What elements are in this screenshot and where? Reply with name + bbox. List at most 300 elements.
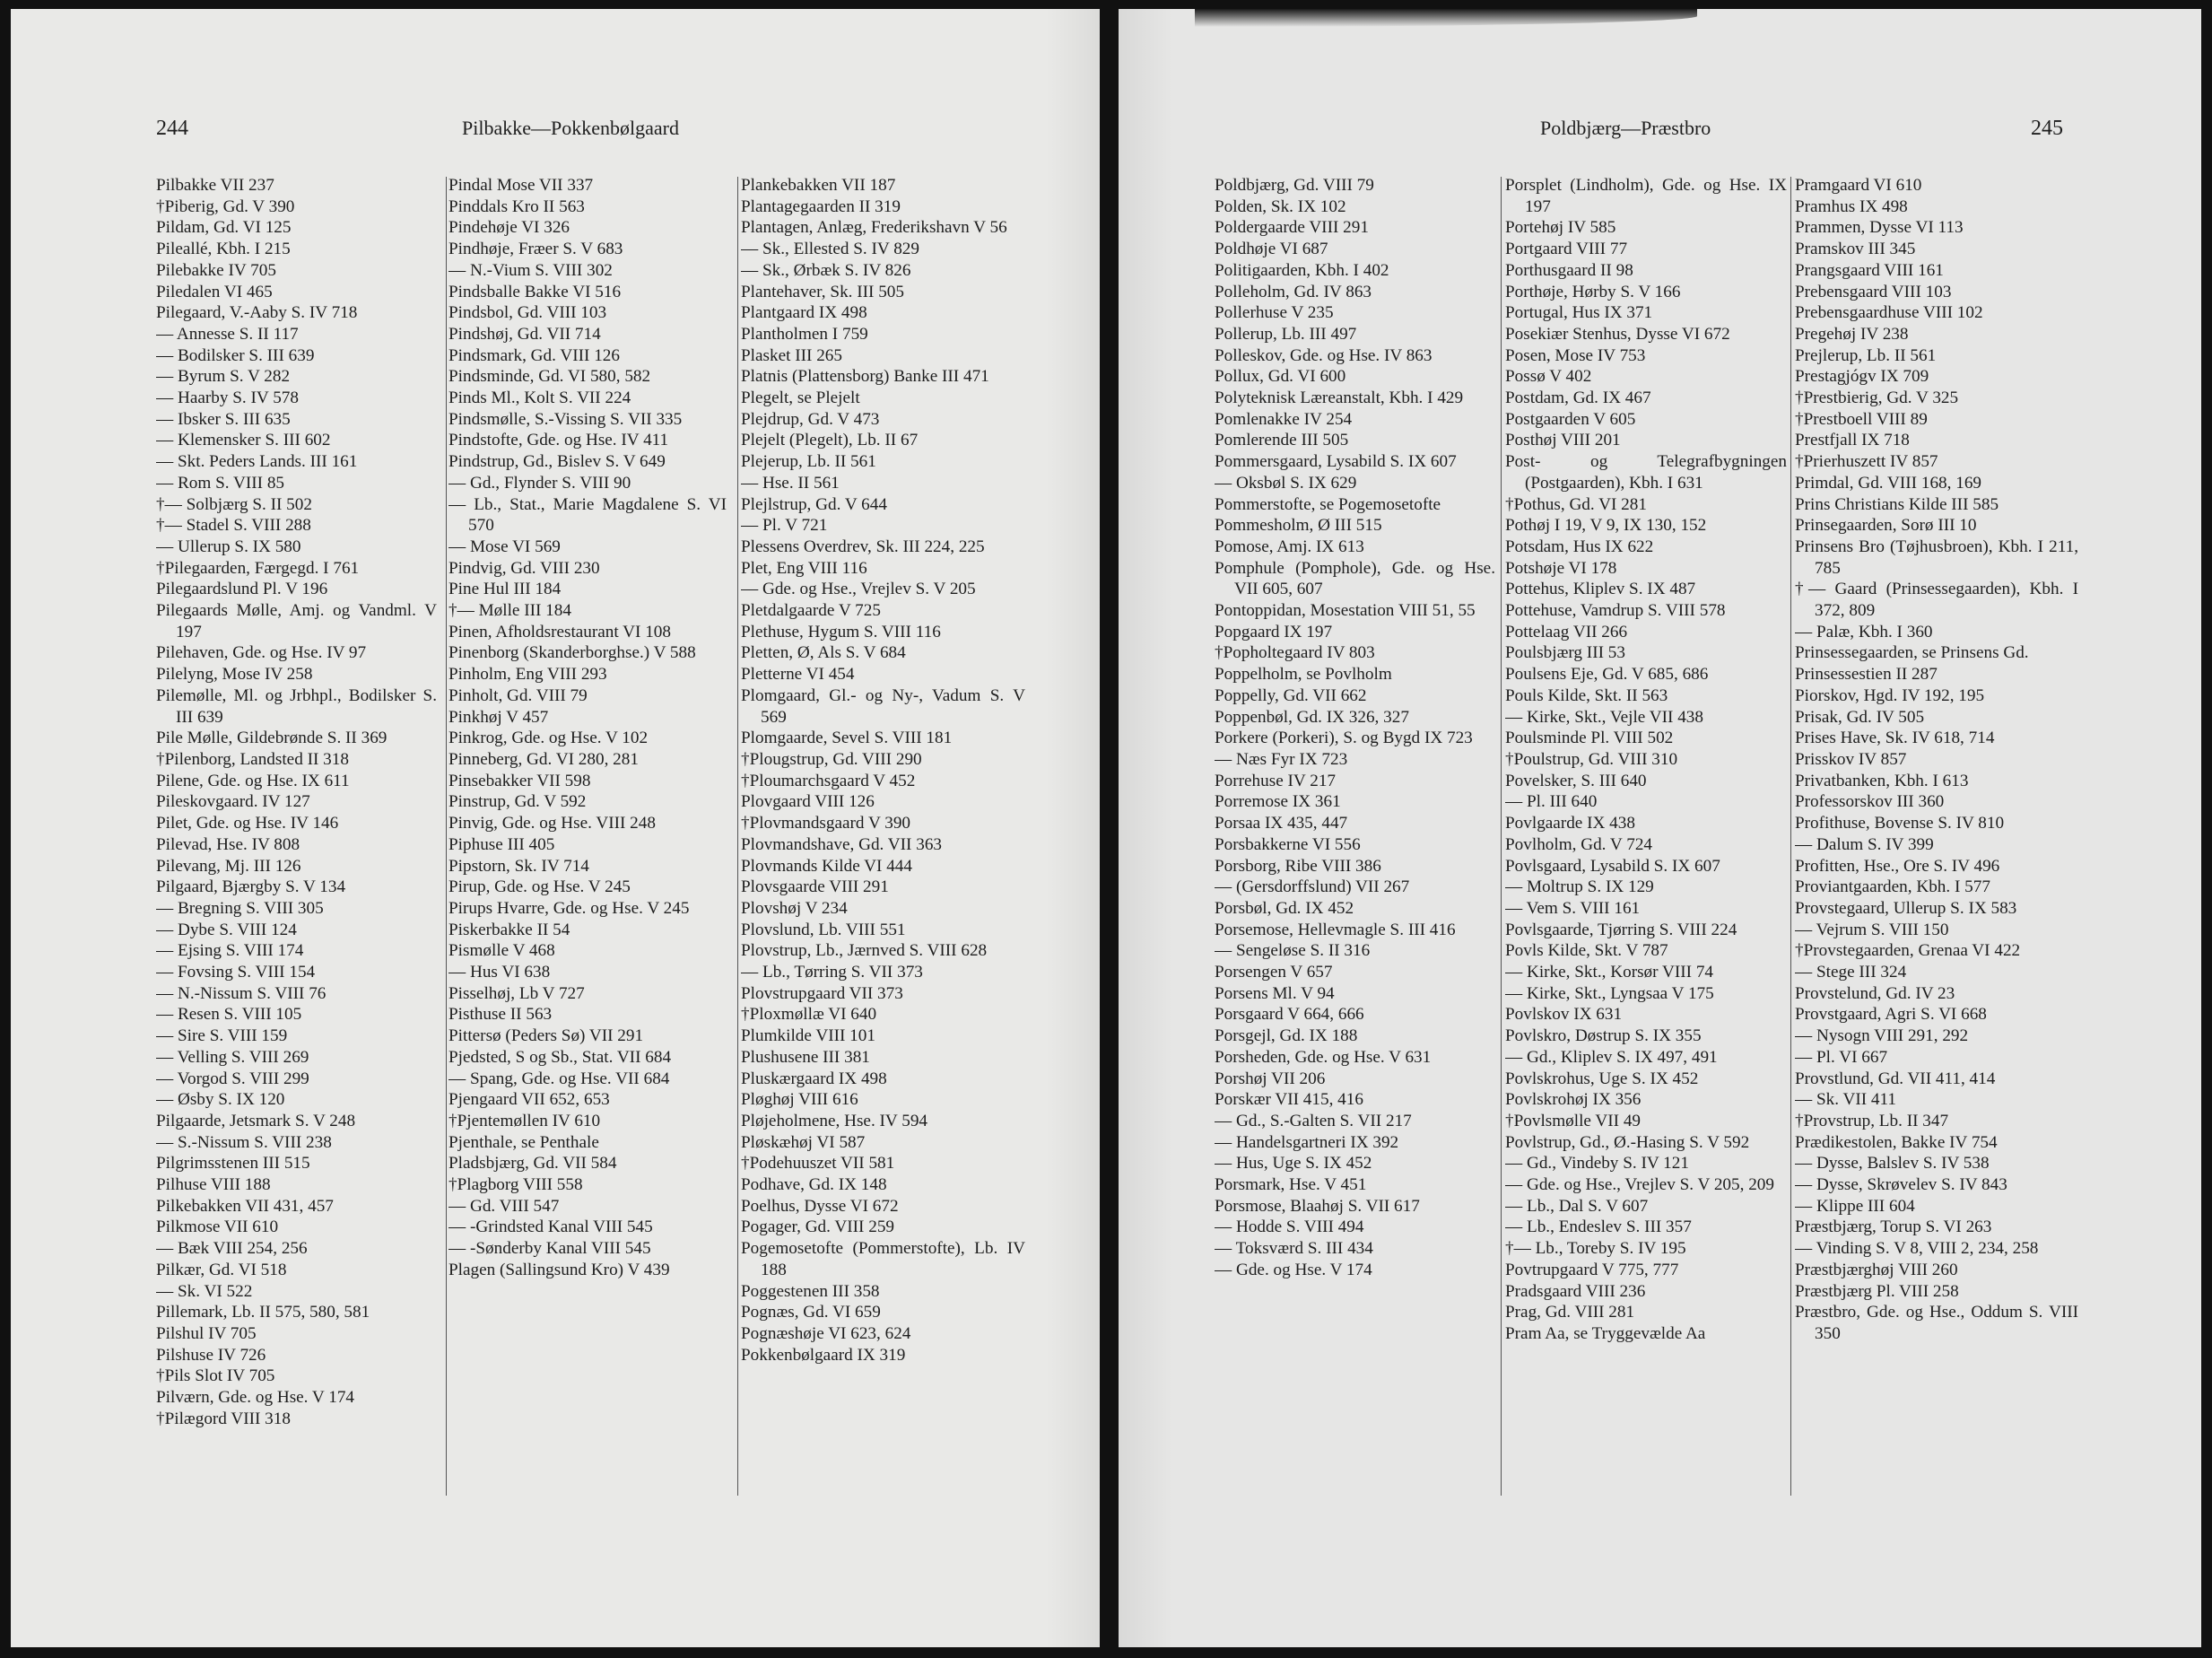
index-entry: Pottelaag VII 266	[1505, 622, 1628, 641]
index-entry: Porsheden, Gde. og Hse. V 631	[1215, 1047, 1432, 1067]
index-entry: Pinneberg, Gd. VI 280, 281	[448, 749, 639, 769]
index-entry: Poppenbøl, Gd. IX 326, 327	[1215, 707, 1409, 727]
index-entry: — Pl. VI 667	[1795, 1047, 1888, 1067]
index-entry: — Spang, Gde. og Hse. VII 684	[448, 1069, 670, 1088]
index-entry: Pløskæhøj VI 587	[741, 1132, 866, 1152]
index-entry: Poulsbjærg III 53	[1505, 643, 1625, 663]
index-entry: Pouls Kilde, Skt. II 563	[1505, 685, 1668, 705]
index-entry: Porskær VII 415, 416	[1215, 1090, 1363, 1110]
index-entry: Poldhøje VI 687	[1215, 240, 1328, 259]
index-entry: Poulsminde Pl. VIII 502	[1505, 729, 1674, 748]
index-entry: — Toksværd S. III 434	[1215, 1239, 1373, 1259]
index-entry: Plomgaard, Gl.- og Ny-, Vadum S. V 569	[741, 685, 1025, 727]
index-entry: — Gd. VIII 547	[448, 1196, 560, 1216]
index-entry: — Gd., Flynder S. VIII 90	[448, 473, 631, 493]
index-entry: Porsemose, Hellevmagle S. III 416	[1215, 920, 1456, 939]
index-entry: Plovstrupgaard VII 373	[741, 983, 903, 1003]
index-entry: — Ejsing S. VIII 174	[156, 941, 304, 961]
index-entry: Prinsessestien II 287	[1795, 665, 1938, 685]
index-entry: Povlgaarde IX 438	[1505, 814, 1635, 833]
index-entry: Plovshøj V 234	[741, 898, 848, 918]
index-entry: Pramhus IX 498	[1795, 196, 1908, 216]
index-entry: Pinholm, Eng VIII 293	[448, 665, 607, 685]
index-entry: Prinsegaarden, Sorø III 10	[1795, 516, 1977, 536]
index-entry: Poppelholm, se Povlholm	[1215, 665, 1392, 685]
index-entry: Prædikestolen, Bakke IV 754	[1795, 1132, 1998, 1152]
index-entry: Pluskærgaard IX 498	[741, 1069, 887, 1088]
index-entry: — Resen S. VIII 105	[156, 1005, 302, 1025]
right-column-1	[1215, 175, 1495, 1281]
index-entry: Pilene, Gde. og Hse. IX 611	[156, 771, 350, 790]
index-entry: Porsmose, Blaahøj S. VII 617	[1215, 1196, 1420, 1216]
index-entry: Pjedsted, S og Sb., Stat. VII 684	[448, 1047, 672, 1067]
index-entry: Pinkhøj V 457	[448, 707, 549, 727]
index-entry: Pinen, Afholdsrestaurant VI 108	[448, 622, 671, 641]
index-entry: — Rom S. VIII 85	[156, 473, 285, 493]
index-entry: Pilehaven, Gde. og Hse. IV 97	[156, 643, 367, 663]
index-entry: Piorskov, Hgd. IV 192, 195	[1795, 685, 1985, 705]
index-entry: †Pilægord VIII 318	[156, 1409, 291, 1428]
index-entry: Pognæs, Gd. VI 659	[741, 1303, 881, 1322]
index-entry: †Plougstrup, Gd. VIII 290	[741, 749, 922, 769]
index-entry: Pilgaard, Bjærgby S. V 134	[156, 877, 346, 897]
index-entry: Porsbøl, Gd. IX 452	[1215, 898, 1354, 918]
index-entry: Porshøj VII 206	[1215, 1069, 1326, 1088]
index-entry: Porsmark, Hse. V 451	[1215, 1175, 1367, 1195]
index-entry: — Hus, Uge S. IX 452	[1215, 1154, 1372, 1174]
index-entry: — Hse. II 561	[741, 473, 840, 493]
index-entry: Pregehøj IV 238	[1795, 324, 1909, 344]
index-entry: Popgaard IX 197	[1215, 622, 1333, 641]
index-entry: Pilkær, Gd. VI 518	[156, 1260, 287, 1279]
index-entry: Polyteknisk Læreanstalt, Kbh. I 429	[1215, 388, 1464, 408]
index-entry: Plantagen, Anlæg, Frederikshavn V 56	[741, 218, 1007, 238]
index-entry: Povelsker, S. III 640	[1505, 771, 1647, 790]
index-entry: Possø V 402	[1505, 367, 1592, 387]
index-entry: Professorskov III 360	[1795, 792, 1945, 812]
index-entry: Proviantgaarden, Kbh. I 577	[1795, 877, 1990, 897]
index-entry: Povlskov IX 631	[1505, 1005, 1623, 1025]
index-entry: — Dybe S. VIII 124	[156, 920, 297, 939]
column-rule	[1790, 177, 1791, 1496]
right-page-number: 245	[2031, 117, 2063, 140]
index-entry: Polleskov, Gde. og Hse. IV 863	[1215, 345, 1433, 365]
index-entry: Pillemark, Lb. II 575, 580, 581	[156, 1303, 370, 1322]
index-entry: Pindshøj, Gd. VII 714	[448, 324, 601, 344]
index-entry: Prestfjall IX 718	[1795, 431, 1910, 450]
index-entry: †— Mølle III 184	[448, 601, 571, 621]
index-entry: †Pilenborg, Landsted II 318	[156, 749, 349, 769]
index-entry: Plagen (Sallingsund Kro) V 439	[448, 1260, 670, 1279]
index-entry: Pilshul IV 705	[156, 1323, 257, 1343]
index-entry: Pisselhøj, Lb V 727	[448, 983, 585, 1003]
right-running-head: Poldbjærg—Præstbro	[1540, 117, 1711, 139]
index-entry: — Sire S. VIII 159	[156, 1026, 288, 1046]
index-entry: Pine Hul III 184	[448, 580, 562, 599]
index-entry: — Sk., Ørbæk S. IV 826	[741, 260, 911, 280]
index-entry: Plovgaard VIII 126	[741, 792, 875, 812]
index-entry: Portgaard VIII 77	[1505, 240, 1628, 259]
index-entry: Pomose, Amj. IX 613	[1215, 537, 1364, 556]
index-entry: Porsplet (Lindholm), Gde. og Hse. IX 197	[1505, 176, 1787, 216]
index-entry: — Sk., Ellested S. IV 829	[741, 240, 919, 259]
right-column-2	[1505, 175, 1787, 1345]
right-column-3	[1795, 175, 2078, 1345]
index-entry: Pisthuse II 563	[448, 1005, 553, 1025]
index-entry: — Gd., Kliplev S. IX 497, 491	[1505, 1047, 1718, 1067]
index-entry: Pomlenakke IV 254	[1215, 409, 1353, 429]
index-entry: Pinds Ml., Kolt S. VII 224	[448, 388, 631, 408]
index-entry: Plet, Eng VIII 116	[741, 558, 867, 578]
index-entry: Pløghøj VIII 616	[741, 1090, 858, 1110]
index-entry: †Podehuuszet VII 581	[741, 1154, 895, 1174]
index-entry: †— Gaard (Prinsessegaarden), Kbh. I 372, 809	[1795, 580, 2078, 621]
index-entry: — Ibsker S. III 635	[156, 409, 291, 429]
index-entry: Prinsens Bro (Tøjhusbroen), Kbh. I 211, 785	[1795, 537, 2078, 578]
index-entry: — Velling S. VIII 269	[156, 1047, 309, 1067]
index-entry: — Oksbøl S. IX 629	[1215, 473, 1357, 493]
index-entry: Pommesholm, Ø III 515	[1215, 516, 1382, 536]
index-entry: Pismølle V 468	[448, 941, 555, 961]
index-entry: Pindsballe Bakke VI 516	[448, 282, 622, 301]
index-entry: Prises Have, Sk. IV 618, 714	[1795, 729, 1995, 748]
index-entry: — Gd., S.-Galten S. VII 217	[1215, 1111, 1412, 1130]
gutter-shadow	[1119, 9, 1172, 1647]
index-entry: Pommersgaard, Lysabild S. IX 607	[1215, 452, 1457, 472]
index-entry: Posthøj VIII 201	[1505, 431, 1621, 450]
index-entry: Piphuse III 405	[448, 834, 555, 854]
index-entry: — Haarby S. IV 578	[156, 388, 299, 408]
index-entry: †Pilegaarden, Færgegd. I 761	[156, 558, 360, 578]
index-entry: — Fovsing S. VIII 154	[156, 963, 316, 982]
index-entry: Pileallé, Kbh. I 215	[156, 240, 291, 259]
index-entry: Prejlerup, Lb. II 561	[1795, 345, 1937, 365]
index-entry: Prebensgaard VIII 103	[1795, 282, 1952, 301]
left-running-head: Pilbakke—Pokkenbølgaard	[462, 117, 679, 139]
index-entry: Piskerbakke II 54	[448, 920, 570, 939]
index-entry: Povls Kilde, Skt. V 787	[1505, 941, 1668, 961]
index-entry: Plegelt, se Plejelt	[741, 388, 860, 408]
index-entry: Potsdam, Hus IX 622	[1505, 537, 1654, 556]
index-entry: Pletterne VI 454	[741, 665, 855, 685]
index-entry: Plantagegaarden II 319	[741, 196, 901, 216]
index-entry: Prins Christians Kilde III 585	[1795, 494, 1999, 514]
index-entry: Plovstrup, Lb., Jærnved S. VIII 628	[741, 941, 988, 961]
index-entry: Pipstorn, Sk. IV 714	[448, 856, 589, 876]
index-entry: — Klemensker S. III 602	[156, 431, 331, 450]
index-entry: Pletdalgaarde V 725	[741, 601, 881, 621]
index-entry: Plumkilde VIII 101	[741, 1026, 875, 1046]
index-entry: Pladsbjærg, Gd. VII 584	[448, 1154, 617, 1174]
index-entry: †Pjentemøllen IV 610	[448, 1111, 601, 1130]
index-entry: Pindehøje VI 326	[448, 218, 570, 238]
index-entry: †Pils Slot IV 705	[156, 1366, 275, 1386]
index-entry: Porsgejl, Gd. IX 188	[1215, 1026, 1358, 1046]
index-entry: Pilgrimsstenen III 515	[156, 1154, 310, 1174]
index-entry: Povlskrohøj IX 356	[1505, 1090, 1642, 1110]
index-entry: †Prestbierig, Gd. V 325	[1795, 388, 1959, 408]
index-entry: Pramgaard VI 610	[1795, 176, 1922, 195]
index-entry: — Handelsgartneri IX 392	[1215, 1132, 1399, 1152]
index-entry: — Dysse, Balslev S. IV 538	[1795, 1154, 1990, 1174]
index-entry: Pokkenbølgaard IX 319	[741, 1345, 906, 1365]
index-entry: Pilevad, Hse. IV 808	[156, 834, 300, 854]
index-entry: Pram Aa, se Tryggevælde Aa	[1505, 1323, 1706, 1343]
index-entry: Plomgaarde, Sevel S. VIII 181	[741, 729, 953, 748]
index-entry: Prisskov IV 857	[1795, 749, 1907, 769]
index-entry: Plovsgaarde VIII 291	[741, 877, 889, 897]
index-entry: — Gde. og Hse., Vrejlev S. V 205, 209	[1505, 1175, 1774, 1195]
index-entry: Portehøj IV 585	[1505, 218, 1616, 238]
index-entry: — N.-Vium S. VIII 302	[448, 260, 613, 280]
column-rule	[446, 177, 447, 1496]
index-entry: Prinsessegaarden, se Prinsens Gd.	[1795, 643, 2029, 663]
index-entry: Pindhøje, Fræer S. V 683	[448, 240, 623, 259]
index-entry: Præstbjærghøj VIII 260	[1795, 1260, 1958, 1279]
index-entry: Pindstofte, Gde. og Hse. IV 411	[448, 431, 669, 450]
index-entry: Povlskro, Døstrup S. IX 355	[1505, 1026, 1702, 1046]
index-entry: Plasket III 265	[741, 345, 842, 365]
index-entry: — Vem S. VIII 161	[1505, 898, 1641, 918]
index-entry: Plovmandshave, Gd. VII 363	[741, 834, 943, 854]
index-entry: Prisak, Gd. IV 505	[1795, 707, 1925, 727]
index-entry: Polden, Sk. IX 102	[1215, 196, 1346, 216]
index-entry: Povtrupgaard V 775, 777	[1505, 1260, 1679, 1279]
index-entry: Pottehus, Kliplev S. IX 487	[1505, 580, 1696, 599]
index-entry: — Hus VI 638	[448, 963, 551, 982]
index-entry: — Øsby S. IX 120	[156, 1090, 285, 1110]
index-entry: †Provstegaarden, Grenaa VI 422	[1795, 941, 2021, 961]
index-entry: Pollerup, Lb. III 497	[1215, 324, 1357, 344]
index-entry: Plessens Overdrev, Sk. III 224, 225	[741, 537, 985, 556]
index-entry: †Piberig, Gd. V 390	[156, 196, 295, 216]
index-entry: Pontoppidan, Mosestation VIII 51, 55	[1215, 601, 1476, 621]
index-entry: Plushusene III 381	[741, 1047, 870, 1067]
index-entry: Pilshuse IV 726	[156, 1345, 266, 1365]
index-entry: — Lb., Endeslev S. III 357	[1505, 1217, 1692, 1237]
index-entry: Plejlstrup, Gd. V 644	[741, 494, 887, 514]
index-entry: — (Gersdorffslund) VII 267	[1215, 877, 1410, 897]
index-entry: — Hodde S. VIII 494	[1215, 1217, 1364, 1237]
page-curl-shadow	[1195, 9, 1697, 27]
index-entry: †— Solbjærg S. II 502	[156, 494, 312, 514]
index-entry: — Klippe III 604	[1795, 1196, 1915, 1216]
index-entry: †Pothus, Gd. VI 281	[1505, 494, 1647, 514]
index-entry: Prebensgaardhuse VIII 102	[1795, 303, 1983, 323]
left-page	[11, 9, 1100, 1647]
index-entry: Post- og Telegrafbygningen (Postgaarden), Kbh. I 631	[1505, 452, 1787, 493]
index-entry: — Mose VI 569	[448, 537, 561, 556]
index-entry: Poldergaarde VIII 291	[1215, 218, 1369, 238]
index-entry: — Pl. III 640	[1505, 792, 1598, 812]
index-entry: †Ploumarchsgaard V 452	[741, 771, 916, 790]
index-entry: Pilelyng, Mose IV 258	[156, 665, 313, 685]
index-entry: †Popholtegaard IV 803	[1215, 643, 1375, 663]
index-entry: Præstbro, Gde. og Hse., Oddum S. VIII 350	[1795, 1303, 2078, 1343]
index-entry: Pile Mølle, Gildebrønde S. II 369	[156, 729, 388, 748]
index-entry: Pjengaard VII 652, 653	[448, 1090, 610, 1110]
index-entry: Pilegaard, V.-Aaby S. IV 718	[156, 303, 358, 323]
index-entry: Pradsgaard VIII 236	[1505, 1281, 1646, 1301]
index-entry: Povlsgaarde, Tjørring S. VIII 224	[1505, 920, 1737, 939]
index-entry: — Skt. Peders Lands. III 161	[156, 452, 358, 472]
index-entry: Povlsgaard, Lysabild S. IX 607	[1505, 856, 1720, 876]
index-entry: Pirup, Gde. og Hse. V 245	[448, 877, 631, 897]
index-entry: Pognæshøje VI 623, 624	[741, 1323, 911, 1343]
index-entry: Pilbakke VII 237	[156, 176, 274, 195]
index-entry: Poggestenen III 358	[741, 1281, 880, 1301]
index-entry: Portugal, Hus IX 371	[1505, 303, 1653, 323]
index-entry: Plovmands Kilde VI 444	[741, 856, 912, 876]
index-entry: Pinstrup, Gd. V 592	[448, 792, 587, 812]
index-entry: †Prestboell VIII 89	[1795, 409, 1928, 429]
index-entry: — Moltrup S. IX 129	[1505, 877, 1654, 897]
index-entry: — Pl. V 721	[741, 516, 828, 536]
index-entry: Pinsebakker VII 598	[448, 771, 591, 790]
index-entry: Plejerup, Lb. II 561	[741, 452, 876, 472]
index-entry: Pindstrup, Gd., Bislev S. V 649	[448, 452, 666, 472]
index-entry: Pildam, Gd. VI 125	[156, 218, 292, 238]
left-column-2	[448, 175, 727, 1281]
index-entry: Pittersø (Peders Sø) VII 291	[448, 1026, 644, 1046]
index-entry: — Gde. og Hse. V 174	[1215, 1260, 1372, 1279]
index-entry: Poldbjærg, Gd. VIII 79	[1215, 176, 1374, 195]
index-entry: Plankebakken VII 187	[741, 176, 896, 195]
index-entry: Pilkebakken VII 431, 457	[156, 1196, 334, 1216]
index-entry: Pindsbol, Gd. VIII 103	[448, 303, 607, 323]
index-entry: Pilebakke IV 705	[156, 260, 276, 280]
index-entry: Plantehaver, Sk. III 505	[741, 282, 904, 301]
index-entry: Porrehuse IV 217	[1215, 771, 1337, 790]
index-entry: Posekiær Stenhus, Dysse VI 672	[1505, 324, 1730, 344]
index-entry: Porsgaard V 664, 666	[1215, 1005, 1364, 1025]
index-entry: — Byrum S. V 282	[156, 367, 291, 387]
index-entry: †Prierhuszett IV 857	[1795, 452, 1938, 472]
index-entry: Pollux, Gd. VI 600	[1215, 367, 1346, 387]
index-entry: Pletten, Ø, Als S. V 684	[741, 643, 906, 663]
index-entry: Porthøje, Hørby S. V 166	[1505, 282, 1681, 301]
index-entry: Porkere (Porkeri), S. og Bygd IX 723	[1215, 729, 1473, 748]
index-entry: — -Grindsted Kanal VIII 545	[448, 1217, 653, 1237]
index-entry: †Povlsmølle VII 49	[1505, 1111, 1642, 1130]
index-entry: Pinddals Kro II 563	[448, 196, 585, 216]
index-entry: — Lb., Stat., Marie Magdalene S. VI 570	[448, 494, 727, 536]
index-entry: †Poulstrup, Gd. VIII 310	[1505, 749, 1678, 769]
index-entry: Piledalen VI 465	[156, 282, 273, 301]
index-entry: †— Lb., Toreby S. IV 195	[1505, 1239, 1686, 1259]
index-entry: Porthusgaard II 98	[1505, 260, 1633, 280]
index-entry: Pirups Hvarre, Gde. og Hse. V 245	[448, 898, 690, 918]
index-entry: †Plagborg VIII 558	[448, 1175, 583, 1195]
index-entry: Pomlerende III 505	[1215, 431, 1349, 450]
index-entry: Postdam, Gd. IX 467	[1505, 388, 1651, 408]
index-entry: †Provstrup, Lb. II 347	[1795, 1111, 1949, 1130]
index-entry: Pløjeholmene, Hse. IV 594	[741, 1111, 928, 1130]
left-column-1	[156, 175, 437, 1429]
index-entry: Plethuse, Hygum S. VIII 116	[741, 622, 941, 641]
index-entry: — Lb., Tørring S. VII 373	[741, 963, 923, 982]
index-entry: Pilevang, Mj. III 126	[156, 856, 301, 876]
index-entry: Pinholt, Gd. VIII 79	[448, 685, 588, 705]
index-entry: Pilet, Gde. og Hse. IV 146	[156, 814, 339, 833]
index-entry: Pilgaarde, Jetsmark S. V 248	[156, 1111, 356, 1130]
index-entry: — S.-Nissum S. VIII 238	[156, 1132, 332, 1152]
index-entry: Pilhuse VIII 188	[156, 1175, 271, 1195]
gutter-shadow	[1046, 9, 1100, 1647]
index-entry: Poelhus, Dysse VI 672	[741, 1196, 899, 1216]
index-entry: Pindsminde, Gd. VI 580, 582	[448, 367, 651, 387]
index-entry: Porsaa IX 435, 447	[1215, 814, 1348, 833]
index-entry: Plejelt (Plegelt), Lb. II 67	[741, 431, 919, 450]
index-entry: Povlskrohus, Uge S. IX 452	[1505, 1069, 1699, 1088]
index-entry: Pommerstofte, se Pogemosetofte	[1215, 494, 1441, 514]
index-entry: Provstegaard, Ullerup S. IX 583	[1795, 898, 2017, 918]
index-entry: Polleholm, Gd. IV 863	[1215, 282, 1372, 301]
index-entry: Provstgaard, Agri S. VI 668	[1795, 1005, 1987, 1025]
index-entry: — -Sønderby Kanal VIII 545	[448, 1239, 651, 1259]
index-entry: Primdal, Gd. VIII 168, 169	[1795, 473, 1982, 493]
index-entry: — Kirke, Skt., Korsør VIII 74	[1505, 963, 1714, 982]
index-entry: Præstbjærg, Torup S. VI 263	[1795, 1217, 1992, 1237]
index-entry: Pindsmølle, S.-Vissing S. VII 335	[448, 409, 683, 429]
index-entry: — Palæ, Kbh. I 360	[1795, 622, 1933, 641]
column-rule	[737, 177, 738, 1496]
index-entry: Povlholm, Gd. V 724	[1505, 834, 1653, 854]
index-entry: Pothøj I 19, V 9, IX 130, 152	[1505, 516, 1707, 536]
index-entry: Plejdrup, Gd. V 473	[741, 409, 880, 429]
index-entry: Prangsgaard VIII 161	[1795, 260, 1944, 280]
index-entry: — Lb., Dal S. V 607	[1505, 1196, 1649, 1216]
index-entry: Posen, Mose IV 753	[1505, 345, 1646, 365]
index-entry: — Ullerup S. IX 580	[156, 537, 301, 556]
left-page-number: 244	[156, 117, 188, 140]
index-entry: †Ploxmøllæ VI 640	[741, 1005, 877, 1025]
index-entry: — Vinding S. V 8, VIII 2, 234, 258	[1795, 1239, 2039, 1259]
index-entry: — Nysogn VIII 291, 292	[1795, 1026, 1969, 1046]
index-entry: — Bregning S. VIII 305	[156, 898, 324, 918]
index-entry: Porsbakkerne VI 556	[1215, 834, 1361, 854]
right-page	[1119, 9, 2201, 1647]
index-entry: †Plovmandsgaard V 390	[741, 814, 911, 833]
index-entry: Pilværn, Gde. og Hse. V 174	[156, 1388, 355, 1408]
index-entry: Præstbjærg Pl. VIII 258	[1795, 1281, 1959, 1301]
index-entry: Pindal Mose VII 337	[448, 176, 594, 195]
index-entry: — Kirke, Skt., Lyngsaa V 175	[1505, 983, 1714, 1003]
index-entry: Privatbanken, Kbh. I 613	[1795, 771, 1969, 790]
index-entry: Povlstrup, Gd., Ø.-Hasing S. V 592	[1505, 1132, 1750, 1152]
index-entry: — Vorgod S. VIII 299	[156, 1069, 309, 1088]
index-entry: Pollerhuse V 235	[1215, 303, 1334, 323]
index-entry: Prestagjógv IX 709	[1795, 367, 1929, 387]
index-entry: Podhave, Gd. IX 148	[741, 1175, 887, 1195]
index-entry: — Vejrum S. VIII 150	[1795, 920, 1949, 939]
index-entry: — Bodilsker S. III 639	[156, 345, 315, 365]
index-entry: Pjenthale, se Penthale	[448, 1132, 599, 1152]
index-entry: Plantholmen I 759	[741, 324, 868, 344]
index-entry: Profitten, Hse., Ore S. IV 496	[1795, 856, 2000, 876]
index-entry: Pindvig, Gd. VIII 230	[448, 558, 600, 578]
index-entry: — Gd., Vindeby S. IV 121	[1505, 1154, 1689, 1174]
index-entry: Pinkrog, Gde. og Hse. V 102	[448, 729, 649, 748]
index-entry: Pomphule (Pomphole), Gde. og Hse. VII 605, 607	[1215, 558, 1495, 599]
index-entry: Porremose IX 361	[1215, 792, 1341, 812]
index-entry: — Næs Fyr IX 723	[1215, 749, 1348, 769]
index-entry: Prag, Gd. VIII 281	[1505, 1303, 1635, 1322]
index-entry: — Dalum S. IV 399	[1795, 834, 1934, 854]
left-column-3	[741, 175, 1025, 1366]
index-entry: Poppelly, Gd. VII 662	[1215, 685, 1367, 705]
column-rule	[1501, 177, 1502, 1496]
